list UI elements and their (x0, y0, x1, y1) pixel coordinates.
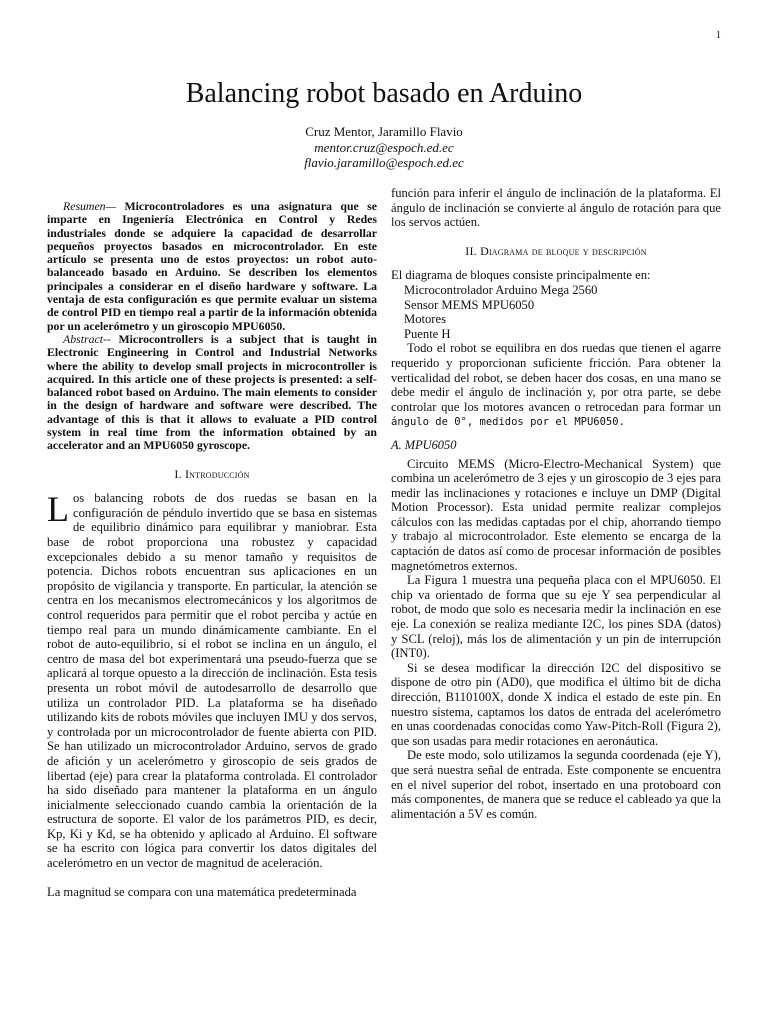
list-item: Sensor MEMS MPU6050 (404, 297, 535, 312)
page-number: 1 (716, 30, 721, 41)
author-email-2: flavio.jaramillo@espoch.ed.ec (304, 155, 464, 170)
right-column (391, 186, 721, 821)
balance-paragraph (391, 341, 721, 430)
abstract-text: Microcontrollers is a subject that is taught in Electronic Engineering in Control and Industrial Networks where the ability to develop small projects in microcontroller is acquired. In this article one of these projects is presented: a self-balanced robot based on Arduino. The main elements to consider in the design of hardware and software were described. The advantage of this is that it allows to evaluate a PID control system in real time from the information obtained by an accelerator and an MPU6050 gyroscope. (47, 331, 377, 453)
section-heading-introduccion: I. Introducción (174, 466, 250, 481)
list-item: Puente H (404, 326, 451, 341)
paper-authors: Cruz Mentor, Jaramillo Flavio (305, 124, 463, 139)
left-column (47, 200, 377, 899)
abstract-lead: Abstract-- (63, 331, 111, 346)
intro-paragraph-2: La magnitud se compara con una matemática predeterminada (47, 884, 357, 899)
paper-title: Balancing robot basado en Arduino (185, 78, 583, 109)
mpu-paragraph-1: Circuito MEMS (Micro-Electro-Mechanical System) que combina un acelerómetro de 3 ejes y un giroscopio de 3 ejes para medir las inclinaciones y rotaciones e incluye un DMP (Digital Motion Processor). Esta unidad permite realizar complejos cálculos con las medidas captadas por el chip, ahorrando tiempo y trabajo al microcontrolador. Este elemento se encarga de la captación de datos así como de procesar información de posibles magnetómetros externos. (391, 456, 721, 573)
mpu-paragraph-4: De este modo, solo utilizamos la segunda coordenada (eje Y), que será nuestra señal de entrada. Este componente se encuentra en el nivel superior del robot, insertado en una protoboard con más componentes, de manera que se reduce el cableado ya que la alimentación a 5V es común. (391, 748, 721, 821)
resumen-paragraph (47, 200, 377, 333)
block-diagram-intro: El diagrama de bloques consiste principalmente en: (391, 268, 651, 283)
subsection-heading-mpu6050: A. MPU6050 (391, 437, 457, 452)
resumen-text: Microcontroladores es una asignatura que se imparte en Ingeniería Electrónica en Control y Redes industriales donde se adquiere la capacidad de desarrollar pequeños proyectos basados en microcontrolador. En este artículo se presenta uno de estos proyectos: un robot auto-balanceado basado en Arduino. Se describen los elementos principales a considerar en el diseño hardware y software. La ventaja de esta configuración es que permite evaluar un sistema de control PID en tiempo real a partir de la información obtenida por un acelerómetro y un giroscopio MPU6050. (47, 199, 377, 333)
section-heading-diagrama: II. Diagrama de bloque y descripción (465, 243, 647, 258)
list-item: Microcontrolador Arduino Mega 2560 (404, 282, 598, 297)
mpu-paragraph-3: Si se desea modificar la dirección I2C del dispositivo se dispone de otro pin (AD0), que modifica el último bit de dicha dirección, B110100X, donde X indica el estado de este pin. En nuestro sistema, captamos los datos de entrada del acelerómetro en unas coordenadas conocidas como Yaw-Pitch-Roll (Figura 2), que son usadas para medir rotaciones en aeronáutica. (391, 660, 721, 748)
mpu-paragraph-2: La Figura 1 muestra una pequeña placa con el MPU6050. El chip va orientado de forma que su eje Y sea perpendicular al robot, de modo que solo es necesaria medir la inclinación en ese eje. La conexión se realiza mediante I2C, los pines SDA (datos) y SCL (reloj), más los de alimentación y un pin de interrupción (INT0). (391, 573, 721, 661)
intro-paragraph-text: os balancing robots de dos ruedas se basan en la configuración de péndulo invertido que se basa en sistemas de equilibrio dinámico para equilibrar y maniobrar. Esta base de robot proporciona una robustez y capacidad excepcionales debido a su menor tamaño y requisitos de potencia. Dichos robots encuentran sus aplicaciones en un propósito de vigilancia y transporte. En particular, la atención se centra en los mecanismos electromecánicos y los algoritmos de control requeridos para permitir que el robot perciba y actúe en tiempo real para un mundo dinámicamente cambiante. En el robot de auto-equilibrio, si el robot se inclina en un ángulo, el centro de masa del bot experimentará una pseudo-fuerza que se aplicará al torque opuesto a la dirección de inclinación. Esta tesis presenta un robot móvil de autodesarrollo de desarrollo que utiliza un controlador PID. La plataforma se ha diseñado utilizando kits de robots móviles que incluyen IMU y dos servos, y controlada por un microcontrolador de fuente abierta con PID. Se han utilizado un microcontrolador Arduino, servos de grado de afición y un acelerómetro y giroscopio de seis grados de libertad (eje) para crear la plataforma controlada. El controlador ha sido diseñado para mantener la plataforma en un ángulo inicialmente seleccionado cuando cambia la orientación de la estructura de soporte. El valor de los parámetros PID, es decir, Kp, Ki y Kd, se ha obtenido y aplicado al Arduino. El software se ha escrito con lógica para convertir los datos digitales del acelerómetro en un vector de magnitud de aceleración. (47, 491, 377, 871)
drop-cap: L (47, 489, 69, 530)
balance-paragraph-mono: ángulo de 0°, medidos por el MPU6050. (391, 416, 625, 429)
intro-paragraph (47, 491, 377, 870)
abstract-paragraph (47, 333, 377, 453)
list-item: Motores (404, 312, 446, 327)
author-email-1: mentor.cruz@espoch.ed.ec (314, 140, 454, 155)
balance-paragraph-text: Todo el robot se equilibra en dos ruedas que tienen el agarre requerido y proporcionan suficiente fricción. Para obtener la verticalidad del robot, se deben hacer dos cosas, en una mano se debe medir el ángulo de inclinación y, por otra parte, se debe controlar que los motores avancen o retrocedan para formar un (391, 341, 721, 414)
resumen-lead: Resumen— (63, 199, 117, 213)
intro-paragraph-3: función para inferir el ángulo de inclinación de la plataforma. El ángulo de inclinación se convierte al ángulo de rotación para que los servos actúen. (391, 186, 721, 230)
